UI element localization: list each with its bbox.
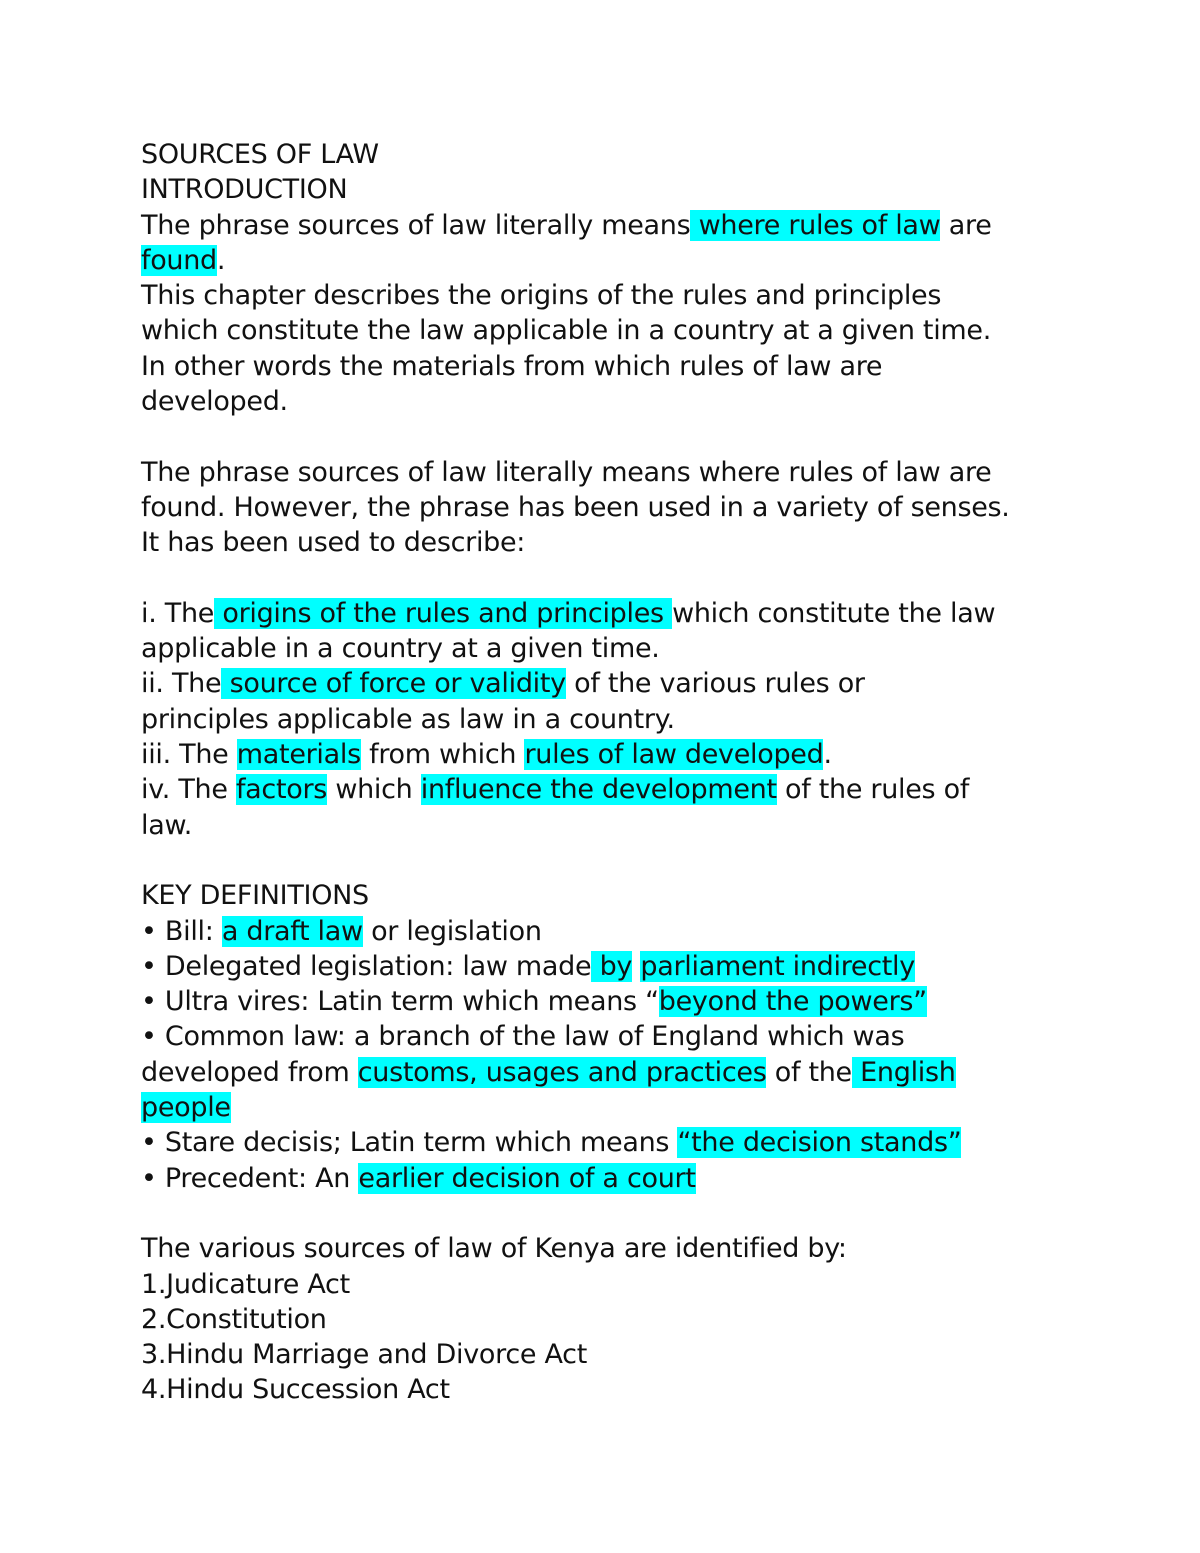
text-line [141, 1372, 1071, 1407]
text-line [141, 1231, 1071, 1266]
text-line [141, 631, 1071, 666]
text-line [141, 278, 1071, 313]
text-line [141, 1161, 1071, 1196]
text-segment: iv. The [141, 774, 236, 806]
highlighted-text: factors [235, 774, 328, 806]
text-segment: • Precedent: An [141, 1162, 359, 1194]
text-line [141, 949, 1071, 984]
text-segment: . [823, 739, 832, 771]
document-page [141, 137, 1071, 1408]
text-segment: which constitute the law applicable in a country at a given time. [141, 315, 992, 347]
text-line [141, 1055, 1071, 1090]
text-line [141, 137, 1071, 172]
highlighted-text: earlier decision of a court [358, 1162, 696, 1194]
text-line [141, 1090, 1071, 1125]
text-line [141, 349, 1071, 384]
text-line [141, 525, 1071, 560]
text-line [141, 243, 1071, 278]
text-line [141, 737, 1071, 772]
text-segment: principles applicable as law in a country. [141, 703, 675, 735]
text-segment: iii. The [141, 739, 237, 771]
text-line [141, 878, 1071, 913]
text-segment: 4.Hindu Succession Act [141, 1374, 450, 1406]
text-segment: ii. The [141, 668, 222, 700]
text-line [141, 490, 1071, 525]
text-line [141, 666, 1071, 701]
text-line [141, 1302, 1071, 1337]
highlighted-text: by [591, 950, 633, 982]
text-line [141, 1267, 1071, 1302]
highlighted-text: a draft law [221, 915, 363, 947]
text-segment: KEY DEFINITIONS [141, 880, 369, 912]
highlighted-text: beyond the powers” [658, 986, 927, 1018]
highlighted-text: “the decision stands” [677, 1127, 962, 1159]
text-segment: law. [141, 809, 193, 841]
text-segment: of the rules of [776, 774, 970, 806]
text-segment: SOURCES OF LAW [141, 139, 379, 170]
text-segment: developed. [141, 386, 288, 418]
highlighted-text: parliament indirectly [640, 950, 915, 982]
text-segment: of the [766, 1056, 852, 1088]
text-segment: 3.Hindu Marriage and Divorce Act [141, 1339, 587, 1371]
highlighted-text: materials [236, 739, 361, 771]
text-segment: INTRODUCTION [141, 174, 348, 206]
text-line [141, 384, 1071, 419]
text-line [141, 208, 1071, 243]
text-segment: applicable in a country at a given time. [141, 633, 660, 665]
text-segment: from which [360, 739, 525, 771]
highlighted-text: rules of law developed [524, 739, 824, 771]
text-line [141, 455, 1071, 490]
text-line [141, 596, 1071, 631]
text-line [141, 1125, 1071, 1160]
text-segment: or legislation [362, 915, 542, 947]
text-line [141, 984, 1071, 1019]
text-line [141, 808, 1071, 843]
text-segment: • Common law: a branch of the law of England which was [141, 1021, 905, 1053]
text-segment: . [216, 244, 226, 276]
text-segment: In other words the materials from which rules of law are [141, 350, 883, 382]
text-segment: found. However, the phrase has been used in a variety of senses. [141, 491, 1010, 523]
text-segment: 1.Judicature Act [141, 1268, 350, 1300]
blank-line [141, 561, 1071, 596]
highlighted-text: influence the development [420, 774, 777, 806]
text-line [141, 313, 1071, 348]
blank-line [141, 843, 1071, 878]
text-segment: which constitute the law [672, 597, 996, 629]
text-segment: This chapter describes the origins of the rules and principles [141, 280, 942, 312]
text-line [141, 1337, 1071, 1372]
text-line [141, 1019, 1071, 1054]
blank-line [141, 419, 1071, 454]
blank-line [141, 1196, 1071, 1231]
text-segment: i. The [141, 597, 215, 629]
text-segment: developed from [141, 1056, 358, 1088]
text-segment: 2.Constitution [141, 1303, 327, 1335]
text-segment: of the various rules or [565, 668, 865, 700]
highlighted-text: people [141, 1092, 231, 1124]
text-line [141, 914, 1071, 949]
text-segment: • Bill: [141, 915, 222, 947]
text-segment: • Delegated legislation: law made [141, 950, 592, 982]
highlighted-text: where rules of law [690, 209, 941, 241]
highlighted-text: found [141, 244, 217, 276]
text-line [141, 172, 1071, 207]
text-segment: It has been used to describe: [141, 527, 526, 559]
text-segment: The phrase sources of law literally means where rules of law are [141, 456, 992, 488]
text-segment: • Stare decisis; Latin term which means [141, 1127, 678, 1159]
highlighted-text: customs, usages and practices [357, 1056, 767, 1088]
highlighted-text: origins of the rules and principles [214, 597, 673, 629]
text-line [141, 772, 1071, 807]
text-segment: The various sources of law of Kenya are identified by: [141, 1233, 847, 1265]
highlighted-text: English [851, 1056, 956, 1088]
text-segment: are [940, 209, 992, 241]
highlighted-text: source of force or validity [221, 668, 566, 700]
text-segment: The phrase sources of law literally means [141, 209, 691, 241]
text-segment: • Ultra vires: Latin term which means “ [141, 986, 659, 1018]
text-line [141, 702, 1071, 737]
text-segment: which [327, 774, 421, 806]
